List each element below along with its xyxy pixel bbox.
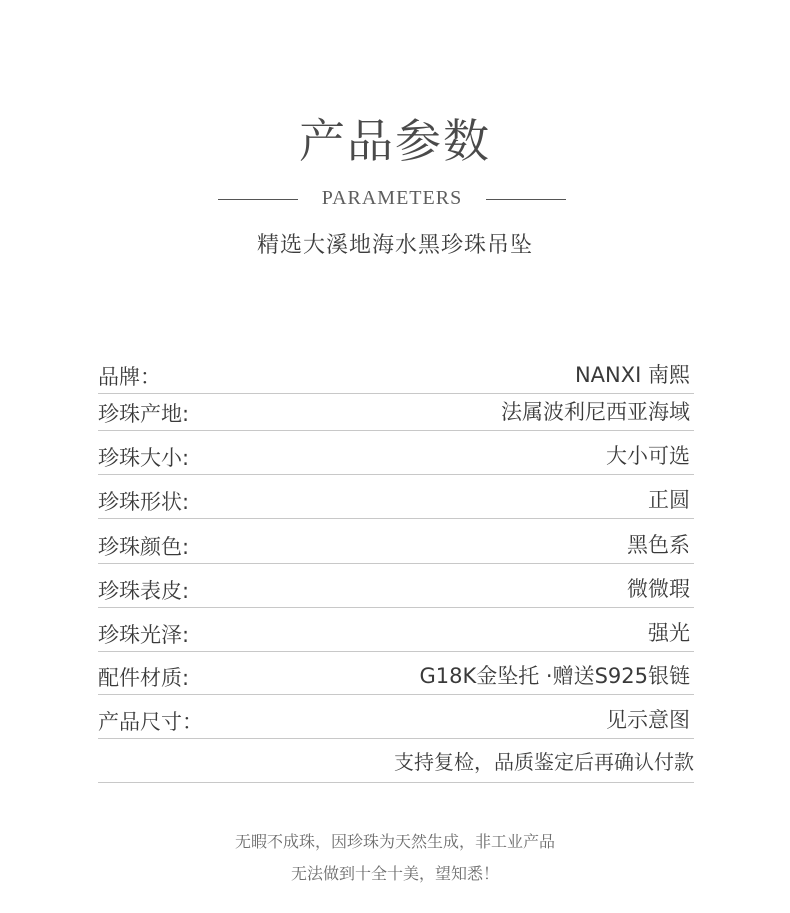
subtitle-row	[0, 184, 790, 218]
spec-label: 珍珠产地:	[98, 402, 190, 426]
spec-row-dimensions	[98, 694, 694, 739]
spec-label: 珍珠颜色:	[98, 535, 190, 559]
spec-row-origin	[98, 386, 694, 431]
spec-row-size	[98, 430, 694, 475]
disclaimer-line-2: 无法做到十全十美，望知悉！	[290, 864, 499, 883]
spec-value: 见示意图	[606, 708, 690, 732]
spec-row-luster	[98, 607, 694, 652]
spec-label: 珍珠光泽:	[98, 623, 190, 647]
spec-label: 珍珠形状:	[98, 490, 190, 514]
subtitle-divider-left	[218, 199, 298, 200]
spec-value: 微微瑕	[627, 577, 690, 601]
subtitle: PARAMETERS	[321, 187, 463, 209]
spec-label: 珍珠表皮:	[98, 579, 190, 603]
spec-value: NANXI 南熙	[574, 363, 690, 387]
spec-row-color	[98, 519, 694, 564]
spec-row-shape	[98, 474, 694, 519]
page-title: 产品参数	[299, 114, 491, 168]
spec-value: 法属波利尼西亚海域	[501, 400, 690, 424]
spec-row-skin	[98, 563, 694, 608]
spec-value: G18K金坠托 ·赠送S925银链	[419, 664, 690, 688]
disclaimer-line-1: 无暇不成珠，因珍珠为天然生成，非工业产品	[234, 832, 555, 851]
subtitle-divider-right	[486, 199, 566, 200]
spec-label: 配件材质:	[98, 666, 190, 690]
product-name: 精选大溪地海水黑珍珠吊坠	[256, 233, 533, 258]
spec-value: 黑色系	[627, 533, 690, 557]
spec-row-material	[98, 650, 694, 695]
spec-label: 珍珠大小:	[98, 446, 190, 470]
recheck-note-row	[98, 740, 694, 783]
spec-label: 产品尺寸：	[98, 710, 203, 734]
spec-value: 大小可选	[606, 444, 690, 468]
spec-label: 品牌：	[98, 365, 161, 389]
spec-value: 正圆	[648, 488, 690, 512]
spec-value: 强光	[648, 621, 690, 645]
recheck-note: 支持复检，品质鉴定后再确认付款	[394, 750, 694, 774]
